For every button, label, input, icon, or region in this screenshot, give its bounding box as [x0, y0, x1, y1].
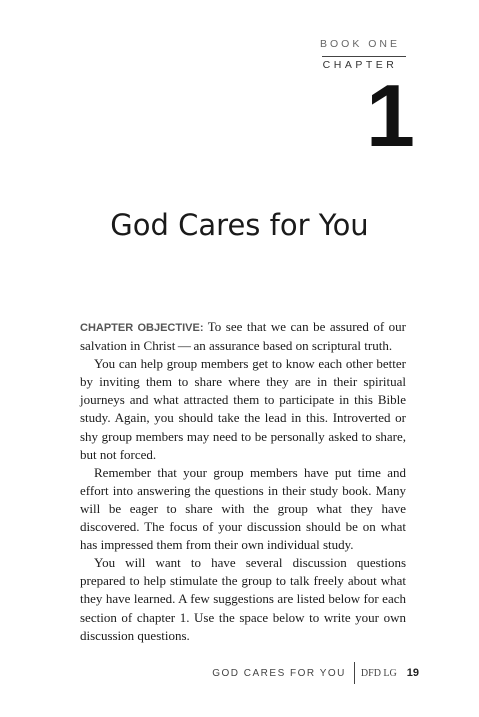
chapter-number: 1	[366, 66, 415, 165]
body-paragraph-1: You can help group members get to know each other better by inviting them to share where they are in their spiritual journeys and what attracted them to participate in this Bible study. Again, you should take the lead in this. Introverted or shy group members may need to be personally asked to share, but not forced.	[80, 356, 406, 462]
body-text	[80, 318, 406, 645]
objective-text: To see that we can be assured of our salvation in Christ — an assurance based on scriptural truth.	[80, 319, 406, 354]
footer	[212, 662, 419, 684]
objective-paragraph	[80, 318, 406, 355]
page-number: 19	[406, 667, 419, 679]
objective-label: CHAPTER OBJECTIVE:	[80, 322, 204, 334]
chapter-title: God Cares for You	[110, 208, 369, 242]
chapter-label: CHAPTER	[322, 59, 398, 71]
book-label: BOOK ONE	[319, 38, 400, 50]
footer-running-title: GOD CARES FOR YOU	[212, 667, 346, 679]
body-paragraph-2: Remember that your group members have put time and effort into answering the questions in their study book. Many will be eager to share with the group what they have discovered. The focus of your discussion should be on what has impressed them from their own individual study.	[80, 464, 406, 553]
header-rule	[322, 56, 406, 57]
body-paragraph-3: You will want to have several discussion questions prepared to help stimulate the group to talk freely about what they have learned. A few suggestions are listed below for each section of chapter 1. Use the space below to write your own discussion questions.	[80, 555, 406, 643]
footer-code: DFD LG	[360, 667, 397, 679]
